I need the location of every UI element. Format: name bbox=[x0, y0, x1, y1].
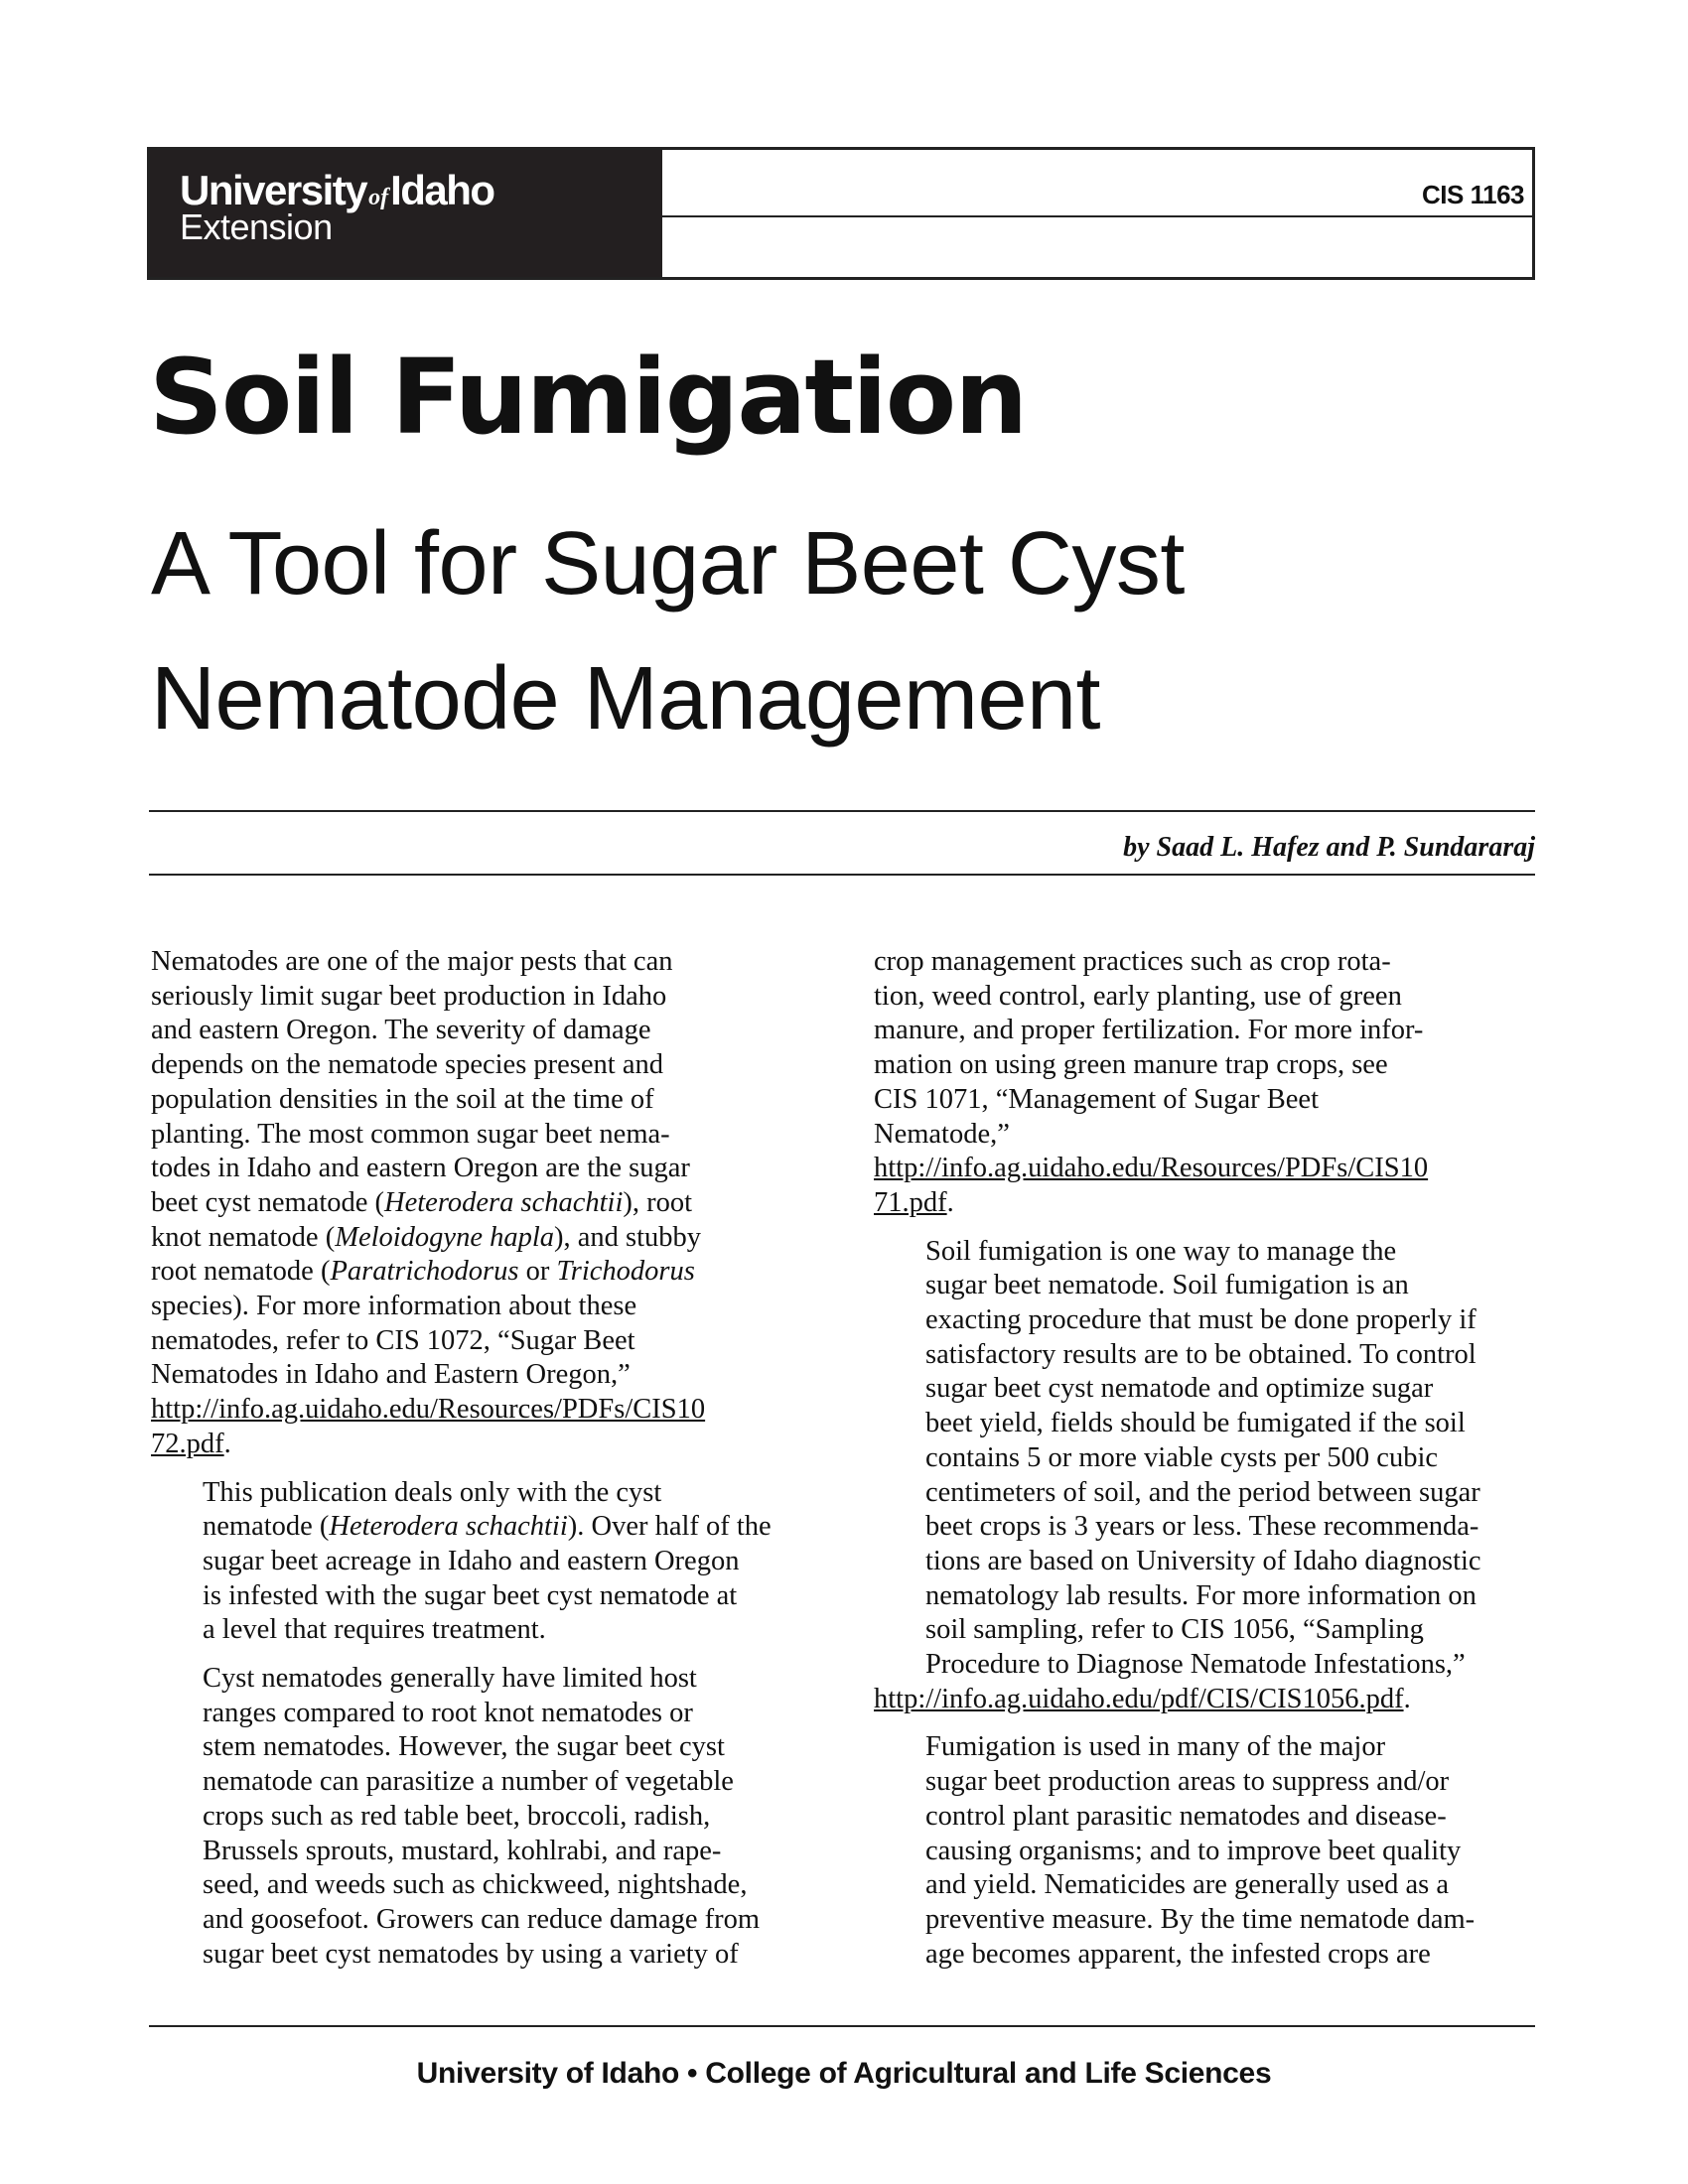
text-line: Procedure to Diagnose Nematode Infestations,” bbox=[925, 1649, 1466, 1681]
text-line: population densities in the soil at the time of bbox=[151, 1083, 654, 1115]
text-line: sugar beet nematode. Soil fumigation is an bbox=[925, 1270, 1409, 1301]
text-line: beet crops is 3 years or less. These recommenda- bbox=[925, 1511, 1479, 1543]
text-line: contains 5 or more viable cysts per 500 cubic bbox=[925, 1441, 1439, 1473]
text-line: Nematodes are one of the major pests that can bbox=[151, 946, 673, 977]
text-line: species). For more information about these bbox=[151, 1291, 637, 1322]
text-line bbox=[151, 1510, 826, 1545]
right-column bbox=[874, 945, 1545, 1985]
text-line bbox=[151, 1255, 826, 1290]
text-line: crops such as red table beet, broccoli, radish, bbox=[203, 1800, 711, 1832]
university-logo[interactable] bbox=[150, 150, 662, 277]
text-line: stem nematodes. However, the sugar beet cyst bbox=[203, 1731, 725, 1763]
header-info-box bbox=[662, 150, 1532, 277]
text-line: exacting procedure that must be done properly if bbox=[925, 1304, 1477, 1336]
text-line: Fumigation is used in many of the major bbox=[925, 1731, 1386, 1763]
paragraph bbox=[151, 1476, 826, 1649]
logo-of: of bbox=[368, 185, 389, 210]
species-name: Heterodera schachtii bbox=[329, 1511, 568, 1543]
text-run: knot nematode ( bbox=[151, 1221, 336, 1253]
text-run: beet cyst nematode ( bbox=[151, 1186, 385, 1218]
cis1071-link[interactable]: 71.pdf bbox=[874, 1186, 947, 1218]
text-line: manure, and proper fertilization. For more infor- bbox=[874, 1015, 1424, 1046]
text-line: Soil fumigation is one way to manage the bbox=[925, 1235, 1397, 1267]
text-line: ranges compared to root knot nematodes or bbox=[203, 1697, 693, 1728]
text-run: ), and stubby bbox=[554, 1221, 702, 1253]
text-line: age becomes apparent, the infested crops are bbox=[925, 1938, 1431, 1970]
text-run: . bbox=[1403, 1683, 1411, 1714]
text-line: todes in Idaho and eastern Oregon are the sugar bbox=[151, 1153, 690, 1184]
text-line bbox=[874, 1152, 1545, 1186]
paragraph bbox=[874, 945, 1545, 1221]
text-line: preventive measure. By the time nematode dam- bbox=[925, 1903, 1476, 1935]
text-line: and yield. Nematicides are generally used as a bbox=[925, 1869, 1450, 1901]
text-line: Nematodes in Idaho and Eastern Oregon,” bbox=[151, 1359, 631, 1391]
header-banner bbox=[147, 147, 1535, 280]
author-rule-bottom bbox=[149, 874, 1535, 876]
publication-number: CIS 1163 bbox=[1422, 180, 1524, 209]
text-line: tions are based on University of Idaho diagnostic bbox=[925, 1545, 1481, 1576]
text-line bbox=[874, 1186, 1545, 1221]
subtitle-line: Nematode Management bbox=[151, 649, 1101, 749]
author-rule-top bbox=[149, 810, 1535, 812]
text-line bbox=[151, 1393, 826, 1428]
cis1072-link[interactable]: 72.pdf bbox=[151, 1428, 224, 1459]
text-line: nematology lab results. For more information on bbox=[925, 1579, 1477, 1611]
text-run: . bbox=[223, 1428, 231, 1459]
text-line: sugar beet cyst nematodes by using a variety of bbox=[203, 1938, 739, 1970]
text-line: Nematode,” bbox=[874, 1118, 1010, 1150]
subtitle-line: A Tool for Sugar Beet Cyst bbox=[151, 514, 1185, 614]
logo-university: University bbox=[180, 167, 367, 213]
text-run: ), root bbox=[623, 1186, 693, 1218]
text-line: is infested with the sugar beet cyst nematode at bbox=[203, 1579, 738, 1611]
species-name: Meloidogyne hapla bbox=[335, 1221, 555, 1253]
text-run: ). Over half of the bbox=[567, 1511, 772, 1543]
text-line: mation on using green manure trap crops, see bbox=[874, 1049, 1388, 1081]
text-line bbox=[151, 1428, 826, 1462]
text-line: satisfactory results are to be obtained. To control bbox=[925, 1338, 1477, 1370]
left-column bbox=[151, 945, 826, 1985]
text-line: seriously limit sugar beet production in Idaho bbox=[151, 980, 667, 1012]
species-name: Heterodera schachtii bbox=[384, 1186, 624, 1218]
text-line: sugar beet cyst nematode and optimize sugar bbox=[925, 1373, 1434, 1405]
text-line: a level that requires treatment. bbox=[203, 1614, 546, 1646]
text-line: beet yield, fields should be fumigated if the soil bbox=[925, 1408, 1466, 1439]
text-line: and eastern Oregon. The severity of damage bbox=[151, 1015, 651, 1046]
text-line: Cyst nematodes generally have limited host bbox=[203, 1663, 697, 1695]
text-run: root nematode ( bbox=[151, 1256, 331, 1288]
text-line: control plant parasitic nematodes and disease- bbox=[925, 1800, 1447, 1832]
footer-institution: University of Idaho • College of Agricultural and Life Sciences bbox=[416, 2057, 1272, 2090]
logo-wordmark bbox=[180, 167, 494, 213]
page-title: Soil Fumigation bbox=[149, 337, 1027, 458]
text-line: causing organisms; and to improve beet quality bbox=[925, 1835, 1462, 1866]
text-line: planting. The most common sugar beet nema- bbox=[151, 1118, 670, 1150]
species-name: Paratrichodorus bbox=[330, 1256, 519, 1288]
text-line bbox=[151, 1186, 826, 1221]
cis1071-link[interactable]: http://info.ag.uidaho.edu/Resources/PDFs/CIS10 bbox=[874, 1153, 1429, 1184]
text-line: seed, and weeds such as chickweed, nightshade, bbox=[203, 1869, 748, 1901]
logo-idaho: Idaho bbox=[390, 167, 494, 213]
text-run: or bbox=[518, 1256, 557, 1288]
text-run: nematode ( bbox=[203, 1511, 330, 1543]
page-subtitle bbox=[151, 496, 1185, 766]
paragraph bbox=[874, 1235, 1545, 1717]
logo-extension: Extension bbox=[180, 206, 333, 247]
cis1056-link[interactable]: http://info.ag.uidaho.edu/pdf/CIS/CIS1056.pdf bbox=[874, 1683, 1404, 1714]
paragraph bbox=[151, 945, 826, 1462]
text-line: sugar beet production areas to suppress and/or bbox=[925, 1766, 1450, 1798]
author-byline: by Saad L. Hafez and P. Sundararaj bbox=[1123, 832, 1535, 863]
text-run: . bbox=[946, 1186, 954, 1218]
paragraph bbox=[874, 1730, 1545, 1972]
paragraph bbox=[151, 1662, 826, 1972]
text-line: sugar beet acreage in Idaho and eastern Oregon bbox=[203, 1545, 740, 1576]
text-line: nematodes, refer to CIS 1072, “Sugar Beet bbox=[151, 1324, 635, 1356]
text-line: crop management practices such as crop rota- bbox=[874, 946, 1391, 977]
text-line: soil sampling, refer to CIS 1056, “Sampling bbox=[925, 1614, 1424, 1646]
text-line: depends on the nematode species present and bbox=[151, 1049, 663, 1081]
text-line bbox=[151, 1221, 826, 1256]
text-line: and goosefoot. Growers can reduce damage from bbox=[203, 1903, 761, 1935]
species-name: Trichodorus bbox=[556, 1256, 695, 1288]
text-line: nematode can parasitize a number of vegetable bbox=[203, 1766, 734, 1798]
header-divider bbox=[662, 215, 1532, 217]
text-line: This publication deals only with the cyst bbox=[203, 1476, 662, 1508]
text-line: centimeters of soil, and the period between sugar bbox=[925, 1476, 1480, 1508]
text-line: tion, weed control, early planting, use of green bbox=[874, 980, 1402, 1012]
text-line: CIS 1071, “Management of Sugar Beet bbox=[874, 1083, 1319, 1115]
text-line: Brussels sprouts, mustard, kohlrabi, and rape- bbox=[203, 1835, 722, 1866]
text-line bbox=[874, 1683, 1545, 1717]
footer-rule bbox=[149, 2025, 1535, 2027]
cis1072-link[interactable]: http://info.ag.uidaho.edu/Resources/PDFs/CIS10 bbox=[151, 1394, 706, 1426]
